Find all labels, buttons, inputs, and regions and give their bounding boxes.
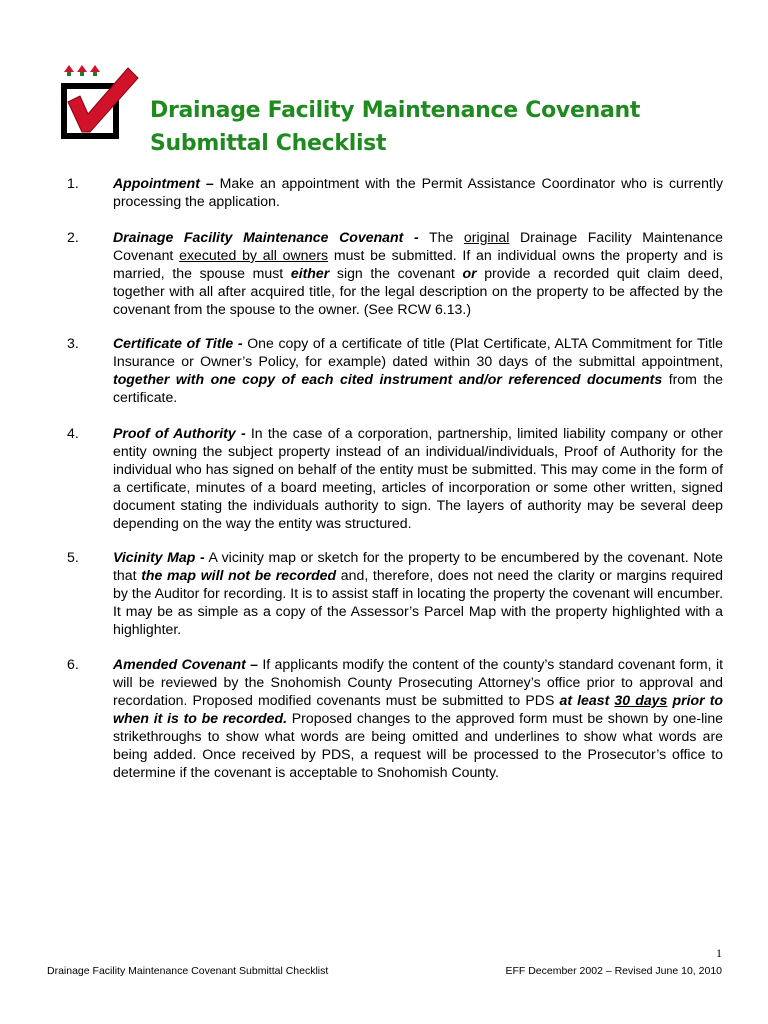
item-heading: Proof of Authority -: [113, 425, 246, 441]
item-underlined-text: executed by all owners: [179, 247, 329, 263]
document-title: [150, 94, 640, 160]
item-number: 1.: [67, 175, 79, 191]
item-text: must be submitted. If an individual owns the property and is married, the spouse must: [113, 247, 723, 281]
item-text: One copy of a certificate of title (Plat Certificate, ALTA Commitment for Title Insurance or Owner’s Policy, for example) dated within 30 days of the submittal appointment,: [113, 335, 723, 369]
item-text: from the certificate.: [113, 371, 723, 405]
item-number: 2.: [67, 229, 79, 245]
item-text: A vicinity map or sketch for the property to be encumbered by the covenant. Note that: [113, 549, 723, 583]
item-heading: Certificate of Title -: [113, 335, 243, 351]
item-emphasis: together with one copy of each cited instrument and/or referenced documents: [113, 371, 663, 387]
item-text: sign the covenant: [329, 265, 463, 281]
footer-revision-date: EFF December 2002 – Revised June 10, 2010: [505, 965, 722, 977]
item-number: 3.: [67, 335, 79, 351]
item-number: 6.: [67, 656, 79, 672]
item-number: 5.: [67, 549, 79, 565]
item-emphasis: the map will not be recorded: [141, 567, 337, 583]
item-text: provide a recorded quit claim deed, together with all after acquired title, for the legal description on the property to be affected by the covenant from the spouse to the owner. (See RCW 6.13.): [113, 265, 724, 317]
item-emphasis-underlined: 30 days: [614, 692, 668, 708]
item-text: If applicants modify the content of the county’s standard covenant form, it will be reviewed by the Snohomish County Prosecuting Attorney’s office prior to approval and recordation. Proposed modified covenants must be submitted to PDS: [113, 656, 723, 708]
title-line-1: Drainage Facility Maintenance Covenant: [150, 98, 641, 123]
item-text: Proposed changes to the approved form must be shown by one-line strikethroughs to show what words are being omitted and underlines to show what words are being added. Once received by PDS, a request will be processed to the Prosecutor’s office to determine if the covenant is acceptable to Snohomish County.: [113, 710, 724, 780]
item-text: The: [418, 229, 464, 245]
item-text: In the case of a corporation, partnership, limited liability company or other entity owning the subject property instead of an individual/individuals, Proof of Authority for the individual who has signed on behalf of the entity must be submitted. This may come in the form of a certificate, minutes of a board meeting, articles of incorporation or some other written, signed document stating the individuals authority to sign. The layers of authority may be several deep depending on the way the entity was structured.: [113, 425, 723, 531]
item-emphasis: or: [462, 265, 477, 281]
item-text: and, therefore, does not need the clarity or margins required by the Auditor for recording. It is to assist staff in locating the property the covenant will encumber. It may be as simple as a copy of the Assessor’s Parcel Map with the property highlighted with a highlighter.: [113, 567, 723, 637]
item-number: 4.: [67, 425, 79, 441]
item-emphasis: at least: [559, 692, 615, 708]
footer-document-name: Drainage Facility Maintenance Covenant Submittal Checklist: [47, 965, 329, 977]
item-heading: Vicinity Map -: [113, 549, 205, 565]
item-text: Make an appointment with the Permit Assistance Coordinator who is currently processing the application.: [113, 175, 724, 209]
item-emphasis: either: [290, 265, 330, 281]
item-heading: Amended Covenant –: [113, 656, 258, 672]
item-heading: Drainage Facility Maintenance Covenant -: [113, 229, 419, 245]
item-emphasis: prior to when it is to be recorded.: [113, 692, 724, 726]
title-line-2: Submittal Checklist: [150, 131, 387, 156]
item-heading: Appointment –: [113, 175, 214, 191]
page-number: 1: [716, 946, 722, 960]
checkbox-checkmark-icon: [60, 62, 140, 140]
item-text: Drainage Facility Maintenance Covenant: [113, 229, 723, 263]
item-underlined-text: original: [463, 229, 510, 245]
